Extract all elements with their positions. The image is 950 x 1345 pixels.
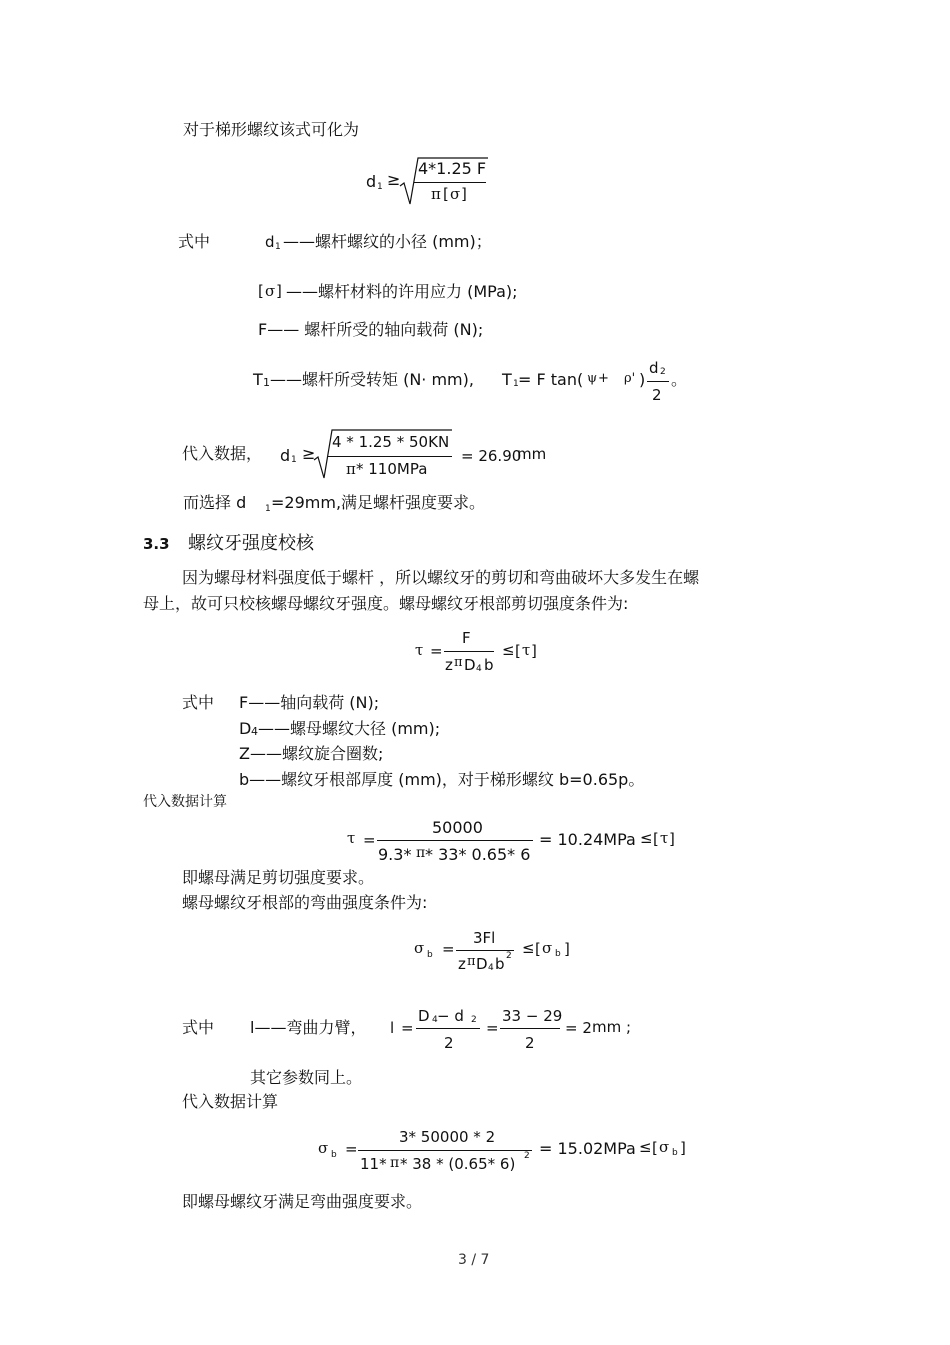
where-label: 式中 — [178, 232, 211, 251]
numerator: 4*1.25 F — [418, 159, 487, 178]
sigma-symbol: σ — [542, 939, 553, 957]
den-b: b — [484, 656, 494, 674]
numerator: 33 − 29 — [502, 1007, 563, 1025]
rho-symbol: ρ' — [624, 371, 636, 386]
bracket: ] — [680, 1139, 686, 1157]
fraction-bar — [416, 1028, 480, 1029]
superscript: 2 — [524, 1151, 530, 1161]
bracket: ] — [564, 940, 570, 958]
def-text: ——螺杆螺纹的小径 (mm)； — [283, 232, 492, 251]
denominator: 2 — [444, 1034, 454, 1052]
bracket: [ — [258, 282, 264, 300]
def-Z: Z——螺纹旋合圈数; — [239, 744, 384, 763]
plus-sign: + — [598, 371, 609, 386]
fraction-bar — [444, 651, 494, 652]
section-number: 3.3 — [143, 535, 170, 553]
section-title: 螺纹牙强度校核 — [188, 533, 314, 554]
D-symbol: D — [239, 719, 252, 738]
unit: mm — [517, 445, 547, 463]
pi-symbol: π — [346, 460, 356, 478]
subscript: 1 — [291, 455, 297, 465]
le-sign: ≤ — [640, 829, 653, 847]
D-symbol: D — [418, 1007, 430, 1025]
subscript: 4 — [488, 963, 494, 973]
bracket: [ — [535, 940, 541, 958]
tau-symbol: τ — [415, 641, 424, 659]
den-part: * 38 * (0.65* 6) — [400, 1155, 516, 1173]
result: = 10.24MPa — [539, 830, 636, 849]
d-symbol: d — [649, 359, 659, 377]
denominator: * 110MPa — [356, 460, 428, 478]
sigma-symbol: σ — [659, 1138, 670, 1156]
subscript: 1 — [265, 504, 271, 514]
sigma-symbol: σ — [414, 939, 425, 957]
bracket: ] — [669, 830, 675, 848]
others-text: 其它参数同上。 — [250, 1068, 363, 1087]
equals-sign: = — [486, 1019, 499, 1037]
fraction-bar — [414, 182, 486, 183]
tau-symbol: τ — [660, 829, 669, 847]
sigma-symbol: σ — [318, 1139, 329, 1157]
pi-symbol: π — [467, 954, 476, 969]
paren: ) — [639, 370, 646, 389]
den-D: D — [476, 955, 488, 973]
equation-text: = F tan( — [518, 370, 584, 389]
ge-sign: ≥ — [302, 444, 316, 463]
fraction-bar — [358, 1150, 532, 1151]
bracket: [ — [653, 830, 659, 848]
numerator: 50000 — [432, 818, 483, 837]
subscript: 4 — [432, 1015, 438, 1025]
tau-symbol: τ — [522, 641, 531, 659]
denominator: 2 — [652, 386, 662, 404]
shear-ok-text: 即螺母满足剪切强度要求。 — [182, 868, 375, 887]
subst-label: 代入数据， — [182, 444, 263, 463]
subscript: 4 — [251, 725, 258, 738]
subscript: b — [427, 950, 433, 960]
den-part: * 33* 0.65* 6 — [425, 845, 531, 864]
subscript: 1 — [377, 182, 383, 192]
result: = 2 — [565, 1019, 592, 1037]
bracket: [ — [443, 185, 449, 203]
equals-sign: = — [401, 1019, 414, 1037]
calc-label: 代入数据计算 — [182, 1092, 279, 1111]
intro-text: 对于梯形螺纹该式可化为 — [183, 120, 360, 139]
d-symbol: d — [280, 446, 291, 465]
l-symbol: l — [390, 1019, 395, 1037]
T-symbol: T — [502, 370, 512, 389]
T-symbol: T — [253, 370, 263, 389]
numerator: 3* 50000 * 2 — [399, 1128, 496, 1146]
bracket: [ — [652, 1139, 658, 1157]
numerator: 3Fl — [473, 929, 496, 947]
den-z: z — [458, 955, 466, 973]
fraction-bar — [328, 456, 452, 457]
pi-symbol: π — [416, 845, 426, 861]
minus-d: − d — [437, 1007, 464, 1025]
calc-label-small: 代入数据计算 — [143, 794, 227, 810]
pi-symbol: π — [390, 1155, 400, 1171]
numerator: F — [462, 629, 471, 647]
def-b: b——螺纹牙根部厚度 (mm)，对于梯形螺纹 b=0.65p。 — [239, 770, 645, 789]
le-sign: ≤ — [639, 1138, 652, 1156]
equals-sign: = — [345, 1140, 358, 1158]
tau-symbol: τ — [347, 829, 356, 847]
def-text: l——弯曲力臂， — [250, 1018, 367, 1037]
den-b: b — [495, 955, 505, 973]
d-symbol: d — [265, 233, 275, 251]
choose-text: =29mm,满足螺杆强度要求。 — [271, 493, 486, 512]
where-label: 式中 — [182, 1018, 215, 1037]
d-symbol: d — [366, 172, 377, 191]
fraction-bar — [500, 1028, 560, 1029]
sigma-symbol: σ — [265, 282, 276, 300]
ge-sign: ≥ — [387, 170, 401, 189]
subscript: 1 — [263, 376, 270, 389]
pi-symbol: π — [454, 655, 463, 670]
superscript: 2 — [506, 951, 512, 961]
choose-text: 而选择 d — [183, 493, 247, 512]
den-z: z — [445, 656, 453, 674]
den-part: 11* — [360, 1155, 387, 1173]
unit: mm ; — [592, 1018, 632, 1036]
subscript: 2 — [660, 367, 666, 377]
subscript: b — [331, 1150, 337, 1160]
def-text: ——螺杆所受转矩 (N· mm), — [270, 370, 474, 389]
equals-sign: = — [363, 831, 376, 849]
sigma-symbol: σ — [450, 185, 461, 203]
def-text: ——螺杆材料的许用应力 (MPa); — [286, 282, 518, 301]
numerator: 4 * 1.25 * 50KN — [332, 433, 450, 451]
def-F: F——轴向载荷 (N); — [239, 693, 380, 712]
subscript: 1 — [513, 379, 519, 389]
fraction-bar — [377, 840, 533, 841]
def-text: ——螺母螺纹大径 (mm); — [258, 719, 441, 738]
bracket: [ — [515, 642, 521, 660]
denominator: 2 — [525, 1034, 535, 1052]
le-sign: ≤ — [502, 641, 515, 659]
paragraph-line-2: 母上，故可只校核螺母螺纹牙强度。螺母螺纹牙根部剪切强度条件为: — [143, 594, 629, 613]
pi-symbol: π — [431, 185, 441, 203]
den-D: D — [464, 656, 476, 674]
psi-symbol: ψ — [587, 371, 598, 386]
bracket: ] — [461, 185, 467, 203]
bracket: ] — [531, 642, 537, 660]
bend-condition-text: 螺母螺纹牙根部的弯曲强度条件为: — [182, 893, 428, 912]
le-sign: ≤ — [522, 939, 535, 957]
result: = 26.90 — [461, 447, 522, 465]
period: 。 — [671, 370, 688, 389]
equals-sign: = — [430, 642, 443, 660]
fraction-bar — [647, 381, 669, 382]
subscript: 2 — [471, 1015, 477, 1025]
paragraph-line-1: 因为螺母材料强度低于螺杆 ，所以螺纹牙的剪切和弯曲破坏大多发生在螺 — [182, 568, 700, 587]
page-number: 3 / 7 — [458, 1252, 490, 1268]
subscript: b — [555, 949, 561, 959]
den-part: 9.3* — [378, 845, 412, 864]
subscript: b — [672, 1148, 678, 1158]
bend-ok-text: 即螺母螺纹牙满足弯曲强度要求。 — [182, 1192, 423, 1211]
subscript: 4 — [476, 664, 482, 674]
result: = 15.02MPa — [539, 1139, 636, 1158]
def-F: F—— 螺杆所受的轴向载荷 (N); — [258, 320, 484, 339]
subscript: 1 — [275, 242, 281, 252]
bracket: ] — [276, 282, 282, 300]
equals-sign: = — [442, 940, 455, 958]
where-label: 式中 — [182, 693, 215, 712]
